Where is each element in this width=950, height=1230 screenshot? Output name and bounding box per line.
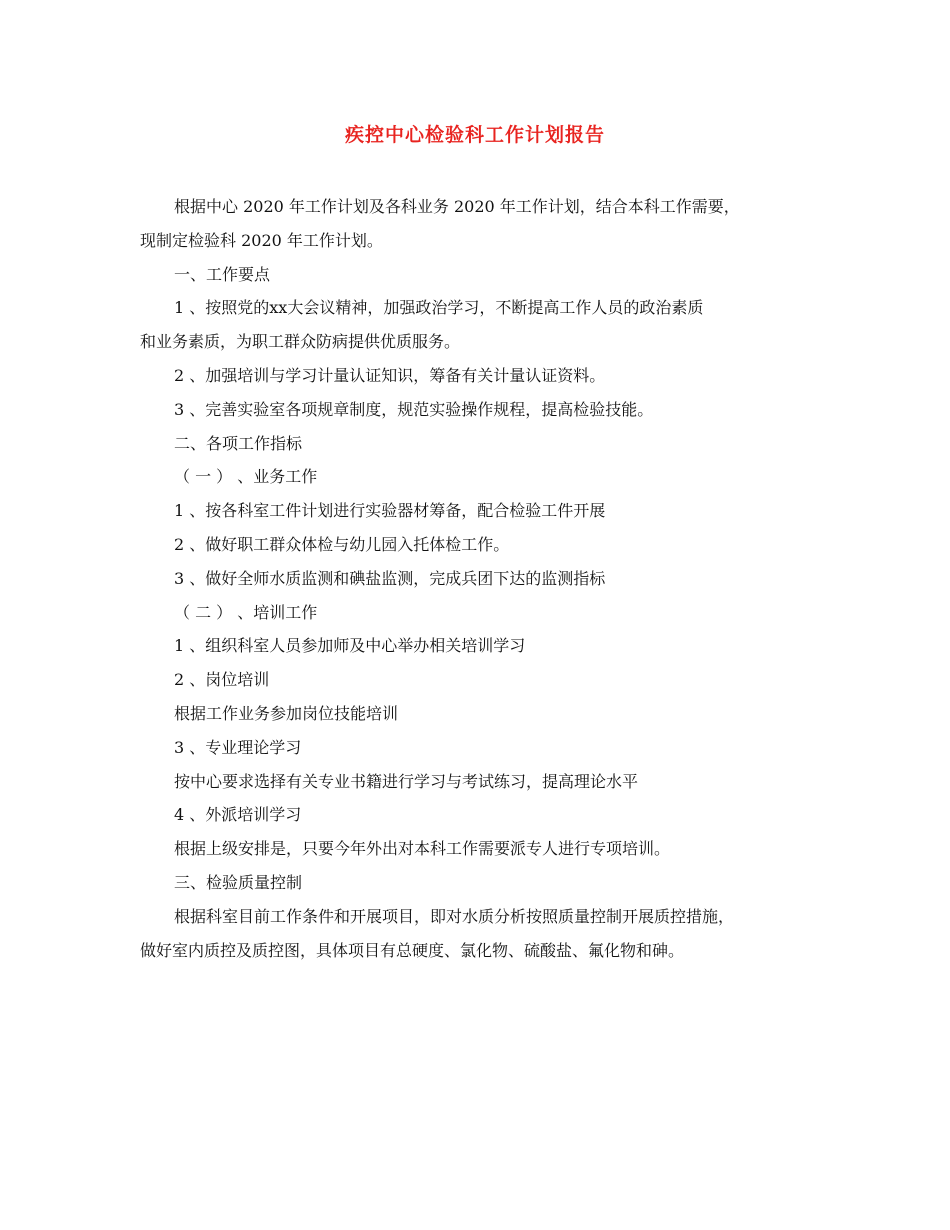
document-paragraph-line: （ 一 ） 、业务工作: [174, 467, 318, 487]
document-paragraph-line: 和业务素质，为职工群众防病提供优质服务。: [140, 332, 461, 352]
document-paragraph-line: 3 、完善实验室各项规章制度，规范实验操作规程，提高检验技能。: [174, 399, 654, 419]
document-paragraph-line: 一、工作要点: [174, 264, 271, 284]
document-paragraph-line: 根据中心 2020 年工作计划及各科业务 2020 年工作计划，结合本科工作需要，: [174, 197, 740, 216]
document-body: [140, 190, 830, 967]
document-paragraph-line: 3 、专业理论学习: [174, 737, 302, 757]
document-paragraph-line: 根据科室目前工作条件和开展项目，即对水质分析按照质量控制开展质控措施，: [174, 906, 735, 926]
document-paragraph-line: 1 、按各科室工件计划进行实验器材筹备，配合检验工件开展: [174, 501, 606, 521]
document-paragraph-line: 三、检验质量控制: [174, 872, 303, 892]
document-paragraph-line: 4 、外派培训学习: [174, 805, 302, 825]
document-paragraph-line: 1 、组织科室人员参加师及中心举办相关培训学习: [174, 636, 526, 656]
document-title: 疾控中心检验科工作计划报告: [344, 124, 605, 146]
document-paragraph-line: （ 二 ） 、培训工作: [174, 602, 318, 622]
document-paragraph-line: 2 、做好职工群众体检与幼儿园入托体检工作。: [174, 534, 510, 554]
document-paragraph-line: 二、各项工作指标: [174, 433, 303, 453]
document-paragraph-line: 根据上级安排是，只要今年外出对本科工作需要派专人进行专项培训。: [174, 839, 671, 859]
document-paragraph-line: 2 、岗位培训: [174, 670, 270, 690]
document-paragraph-line: 1 、按照党的xx大会议精神，加强政治学习，不断提高工作人员的政治素质: [174, 298, 704, 318]
document-paragraph-line: 按中心要求选择有关专业书籍进行学习与考试练习，提高理论水平: [174, 771, 639, 791]
document-paragraph-line: 现制定检验科 2020 年工作计划。: [140, 230, 383, 250]
document-paragraph-line: 2 、加强培训与学习计量认证知识，筹备有关计量认证资料。: [174, 365, 606, 385]
document-paragraph-line: 做好室内质控及质控图，具体项目有总硬度、氯化物、硫酸盐、氟化物和砷。: [140, 940, 685, 960]
document-paragraph-line: 3 、做好全师水质监测和碘盐监测，完成兵团下达的监测指标: [174, 568, 606, 588]
document-paragraph-line: 根据工作业务参加岗位技能培训: [174, 703, 399, 723]
